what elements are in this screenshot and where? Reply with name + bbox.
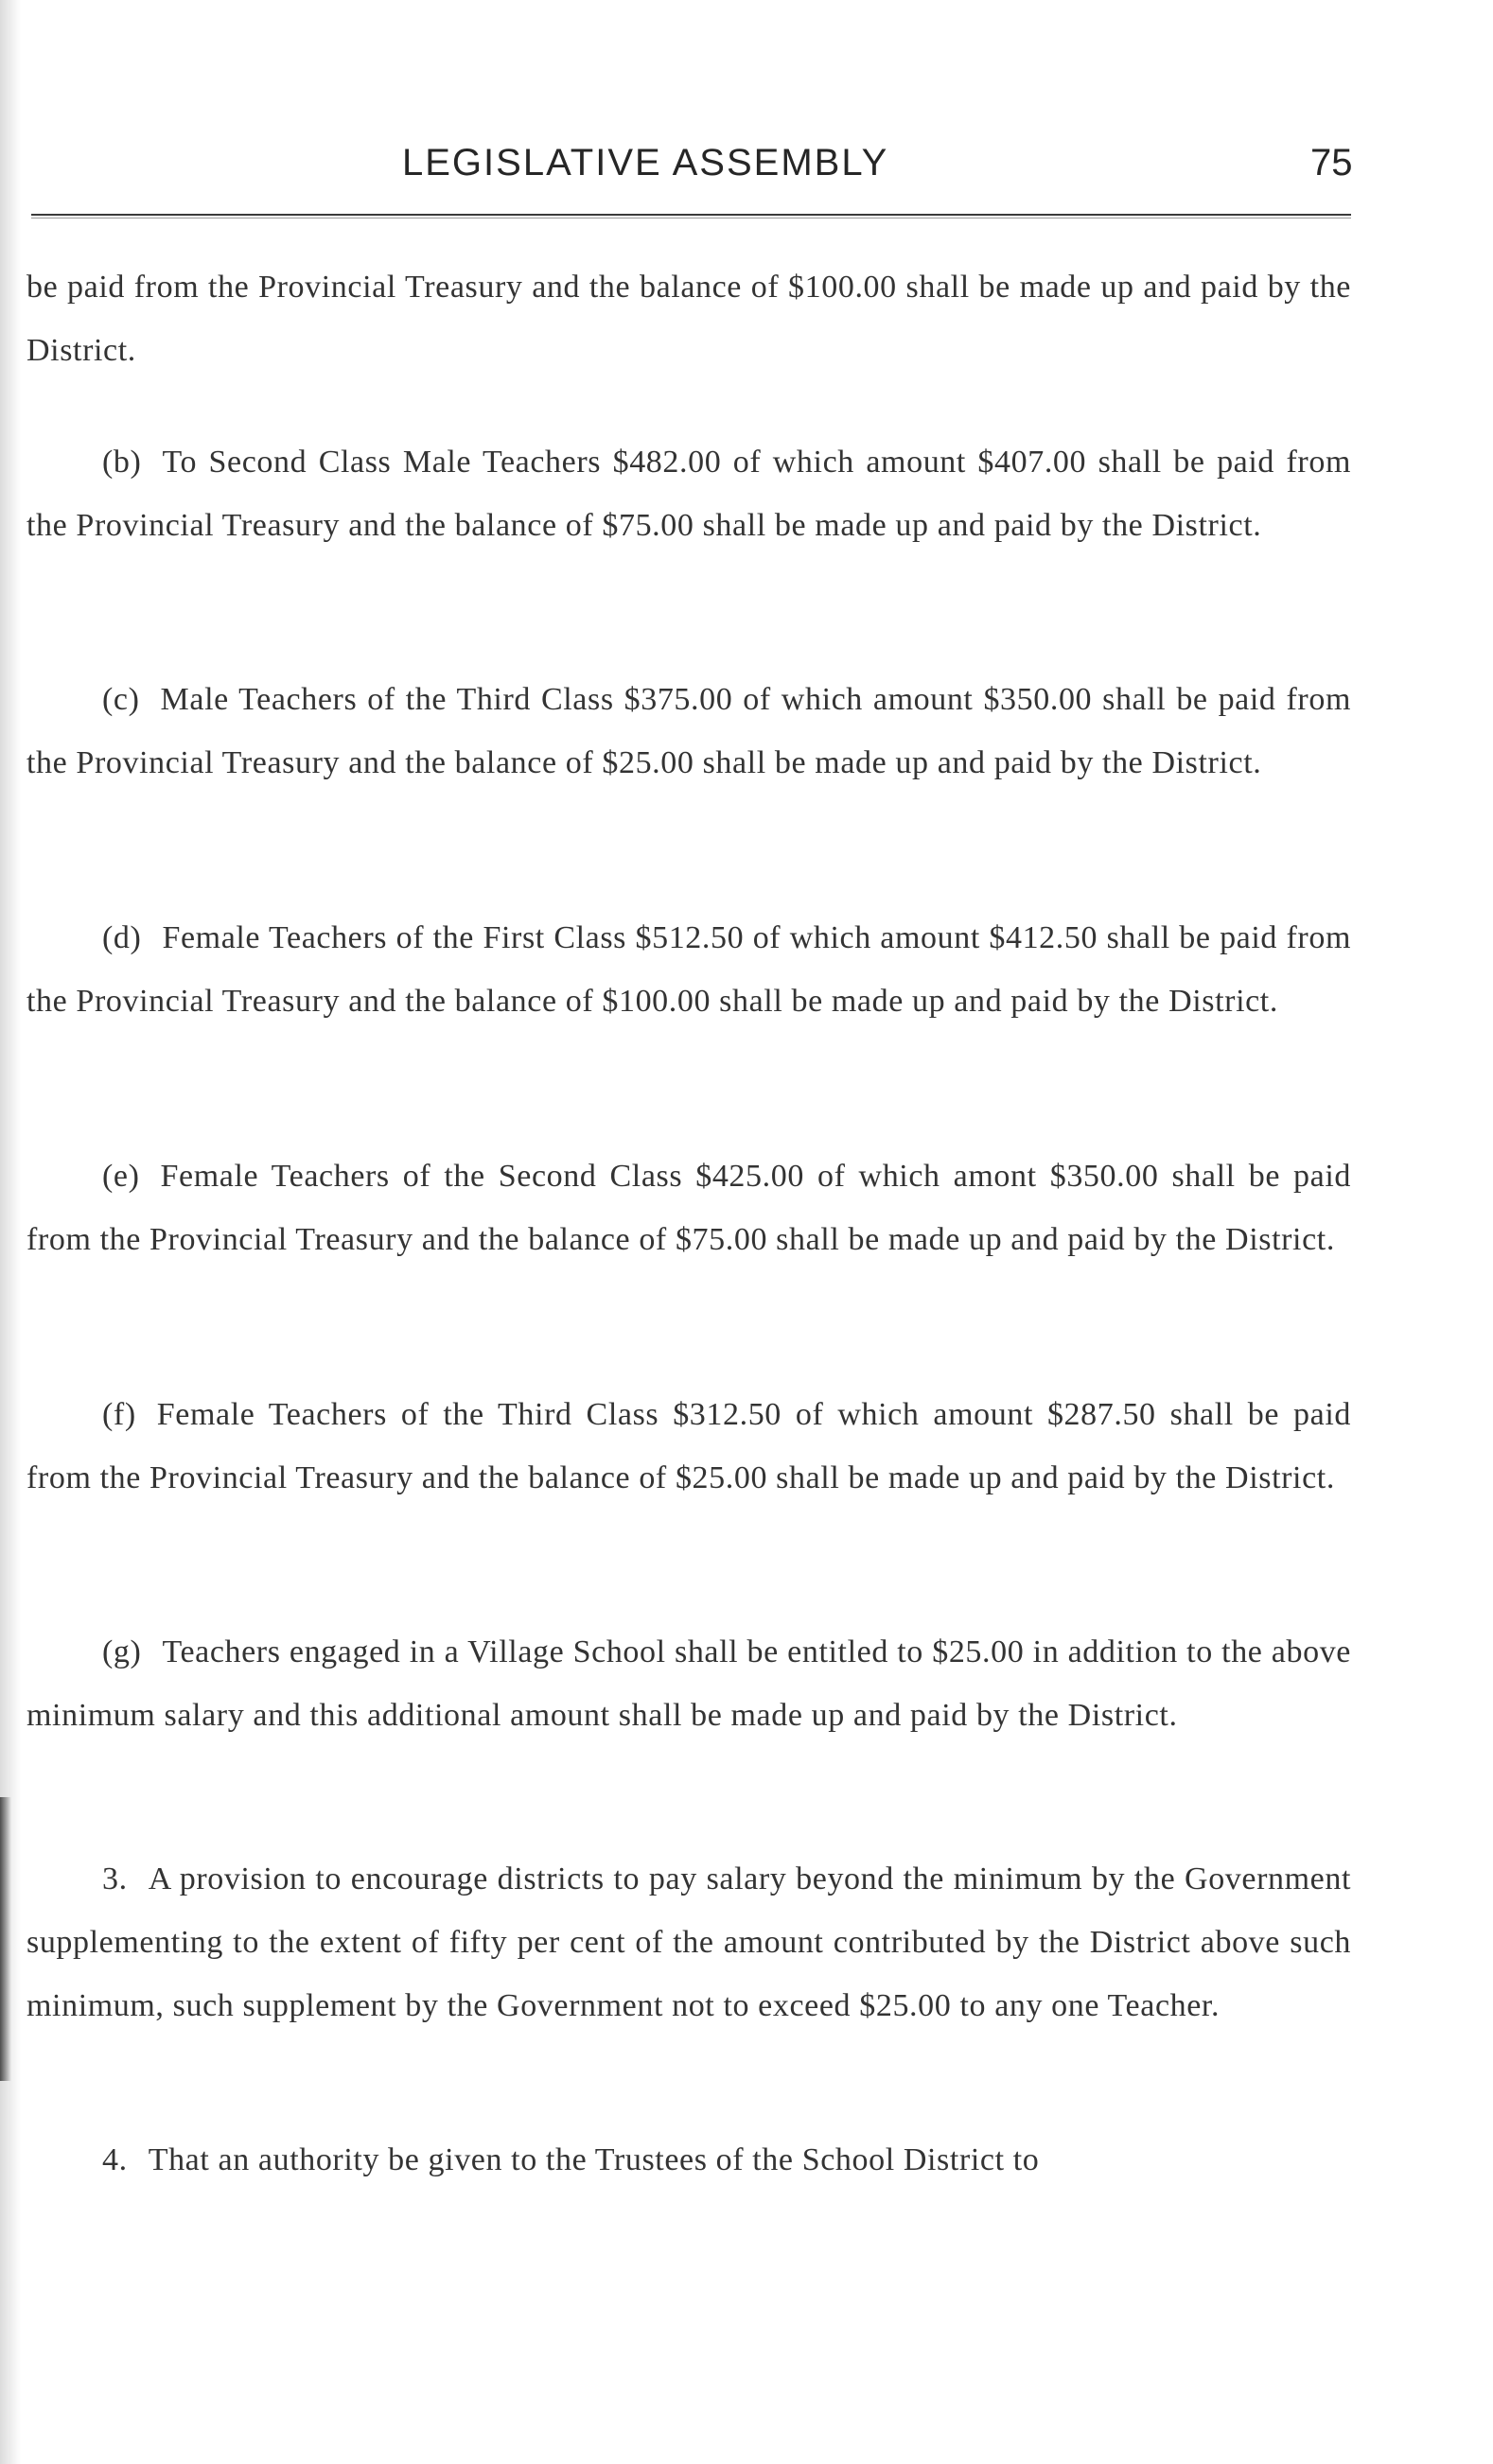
paragraph-label: (f) bbox=[102, 1397, 136, 1432]
paragraph-text: Female Teachers of the Second Class $425.00 of which amont $350.00 shall be paid from the Provincial Treasury and the balance of $75.00 shall be made up and paid by the District. bbox=[26, 1159, 1351, 1257]
paragraph-label: 4. bbox=[102, 2142, 128, 2177]
paragraph-text: be paid from the Provincial Treasury and the balance of $100.00 shall be made up and paid by the District. bbox=[26, 270, 1351, 368]
paragraph-e bbox=[26, 1145, 1351, 1271]
paragraph-label: (e) bbox=[102, 1159, 140, 1194]
paragraph-3 bbox=[26, 1847, 1351, 2037]
paragraph-label: 3. bbox=[102, 1861, 128, 1896]
binding-shadow bbox=[0, 0, 21, 2464]
paragraph-label: (b) bbox=[102, 445, 142, 480]
running-header bbox=[0, 142, 1493, 199]
paragraph-d bbox=[26, 906, 1351, 1033]
paragraph-label: (d) bbox=[102, 920, 142, 955]
binding-shadow-dark bbox=[0, 1797, 11, 2081]
paragraph-text: That an authority be given to the Trustees of the School District to bbox=[148, 2142, 1040, 2177]
paragraph-continuation bbox=[26, 255, 1351, 382]
paragraph-g bbox=[26, 1620, 1351, 1747]
paragraph-text: A provision to encourage districts to pay salary beyond the minimum by the Government supplementing to the extent of fifty per cent of the amount contributed by the District above such minimum, such supplement by the Government not to exceed $25.00 to any one Teacher. bbox=[26, 1861, 1351, 2023]
header-rule bbox=[31, 214, 1351, 216]
paragraph-4 bbox=[26, 2128, 1351, 2192]
paragraph-text: Female Teachers of the Third Class $312.50 of which amount $287.50 shall be paid from the Provincial Treasury and the balance of $25.00 shall be made up and paid by the District. bbox=[26, 1397, 1351, 1495]
page-number: 75 bbox=[1310, 142, 1353, 183]
paragraph-f bbox=[26, 1383, 1351, 1510]
paragraph-text: Male Teachers of the Third Class $375.00 of which amount $350.00 shall be paid from the Provincial Treasury and the balance of $25.00 shall be made up and paid by the District. bbox=[26, 682, 1351, 780]
paragraph-b bbox=[26, 430, 1351, 557]
paragraph-c bbox=[26, 668, 1351, 795]
paragraph-text: To Second Class Male Teachers $482.00 of which amount $407.00 shall be paid from the Provincial Treasury and the balance of $75.00 shall be made up and paid by the District. bbox=[26, 445, 1351, 543]
running-title: LEGISLATIVE ASSEMBLY bbox=[402, 142, 889, 183]
paragraph-text: Teachers engaged in a Village School shall be entitled to $25.00 in addition to the above minimum salary and this additional amount shall be made up and paid by the District. bbox=[26, 1634, 1351, 1733]
paragraph-label: (g) bbox=[102, 1634, 142, 1669]
paragraph-label: (c) bbox=[102, 682, 140, 717]
paragraph-text: Female Teachers of the First Class $512.50 of which amount $412.50 shall be paid from the Provincial Treasury and the balance of $100.00 shall be made up and paid by the District. bbox=[26, 920, 1351, 1019]
